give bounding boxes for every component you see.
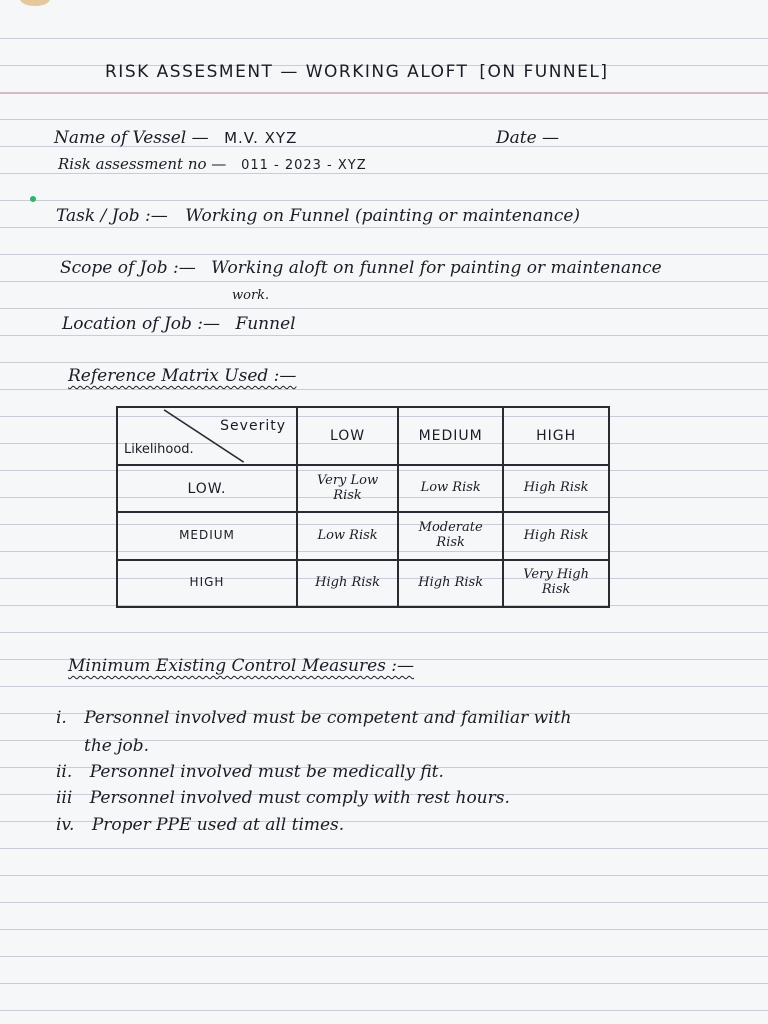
location-label: Location of Job :— xyxy=(62,314,221,334)
control-item-text: Personnel involved must comply with rest hours. xyxy=(89,788,510,808)
vessel-label: Name of Vessel — xyxy=(54,128,209,148)
scope-value-line1: Working aloft on funnel for painting or maintenance xyxy=(211,258,662,278)
control-item-number: i. xyxy=(56,708,67,728)
matrix-cell: Moderate Risk xyxy=(398,512,503,559)
location-field xyxy=(62,314,296,334)
matrix-row-low xyxy=(117,465,609,512)
controls-heading: Minimum Existing Control Measures :— xyxy=(68,656,415,676)
date-label: Date — xyxy=(496,128,560,148)
scope-label: Scope of Job :— xyxy=(60,258,196,278)
task-field xyxy=(56,206,580,226)
likelihood-label-low: LOW. xyxy=(117,465,297,512)
task-label: Task / Job :— xyxy=(56,206,168,226)
matrix-corner-cell xyxy=(117,407,297,465)
title-bracket: [ON FUNNEL] xyxy=(479,62,609,82)
ink-dot xyxy=(30,196,36,202)
scope-value-line2: work. xyxy=(232,288,270,303)
control-item-text: Personnel involved must be competent and familiar with xyxy=(84,708,572,728)
control-item xyxy=(56,762,444,782)
likelihood-label-high: HIGH xyxy=(117,560,297,607)
likelihood-label-medium: MEDIUM xyxy=(117,512,297,559)
matrix-cell: High Risk xyxy=(503,512,609,559)
matrix-cell: Very High Risk xyxy=(503,560,609,607)
matrix-row-medium xyxy=(117,512,609,559)
matrix-cell: Low Risk xyxy=(398,465,503,512)
risk-matrix-table xyxy=(116,406,610,608)
control-item-number: iv. xyxy=(56,815,75,835)
severity-header-high: HIGH xyxy=(503,407,609,465)
vessel-field xyxy=(54,128,297,148)
matrix-cell: High Risk xyxy=(398,560,503,607)
corner-severity-label: Severity xyxy=(220,418,286,434)
scope-field xyxy=(60,258,662,278)
title-main: RISK ASSESMENT — WORKING ALOFT xyxy=(105,62,469,82)
matrix-row-high xyxy=(117,560,609,607)
control-item-number: ii. xyxy=(56,762,73,782)
severity-header-medium: MEDIUM xyxy=(398,407,503,465)
ra-number-field xyxy=(58,155,367,173)
vessel-value: M.V. XYZ xyxy=(224,129,298,147)
ra-number-value: 011 - 2023 - XYZ xyxy=(241,158,367,173)
control-item-number: iii xyxy=(56,788,73,808)
task-value: Working on Funnel (painting or maintenance) xyxy=(185,206,581,226)
risk-matrix xyxy=(116,406,610,608)
corner-likelihood-label: Likelihood. xyxy=(124,442,194,458)
severity-header-low: LOW xyxy=(297,407,398,465)
control-item xyxy=(56,708,571,728)
date-field xyxy=(496,128,559,148)
ra-number-label: Risk assessment no — xyxy=(58,155,227,173)
matrix-cell: High Risk xyxy=(297,560,398,607)
page-title xyxy=(105,62,608,82)
page-corner-mark xyxy=(20,0,50,6)
control-item-text: Proper PPE used at all times. xyxy=(91,815,345,835)
matrix-cell: Low Risk xyxy=(297,512,398,559)
matrix-cell: Very Low Risk xyxy=(297,465,398,512)
control-item xyxy=(56,788,510,808)
control-item-text: Personnel involved must be medically fit. xyxy=(89,762,444,782)
control-item-continuation: the job. xyxy=(84,736,150,756)
matrix-heading: Reference Matrix Used :— xyxy=(68,366,297,386)
control-item xyxy=(56,815,344,835)
matrix-cell: High Risk xyxy=(503,465,609,512)
location-value: Funnel xyxy=(235,314,296,334)
header-margin-line xyxy=(0,92,768,94)
